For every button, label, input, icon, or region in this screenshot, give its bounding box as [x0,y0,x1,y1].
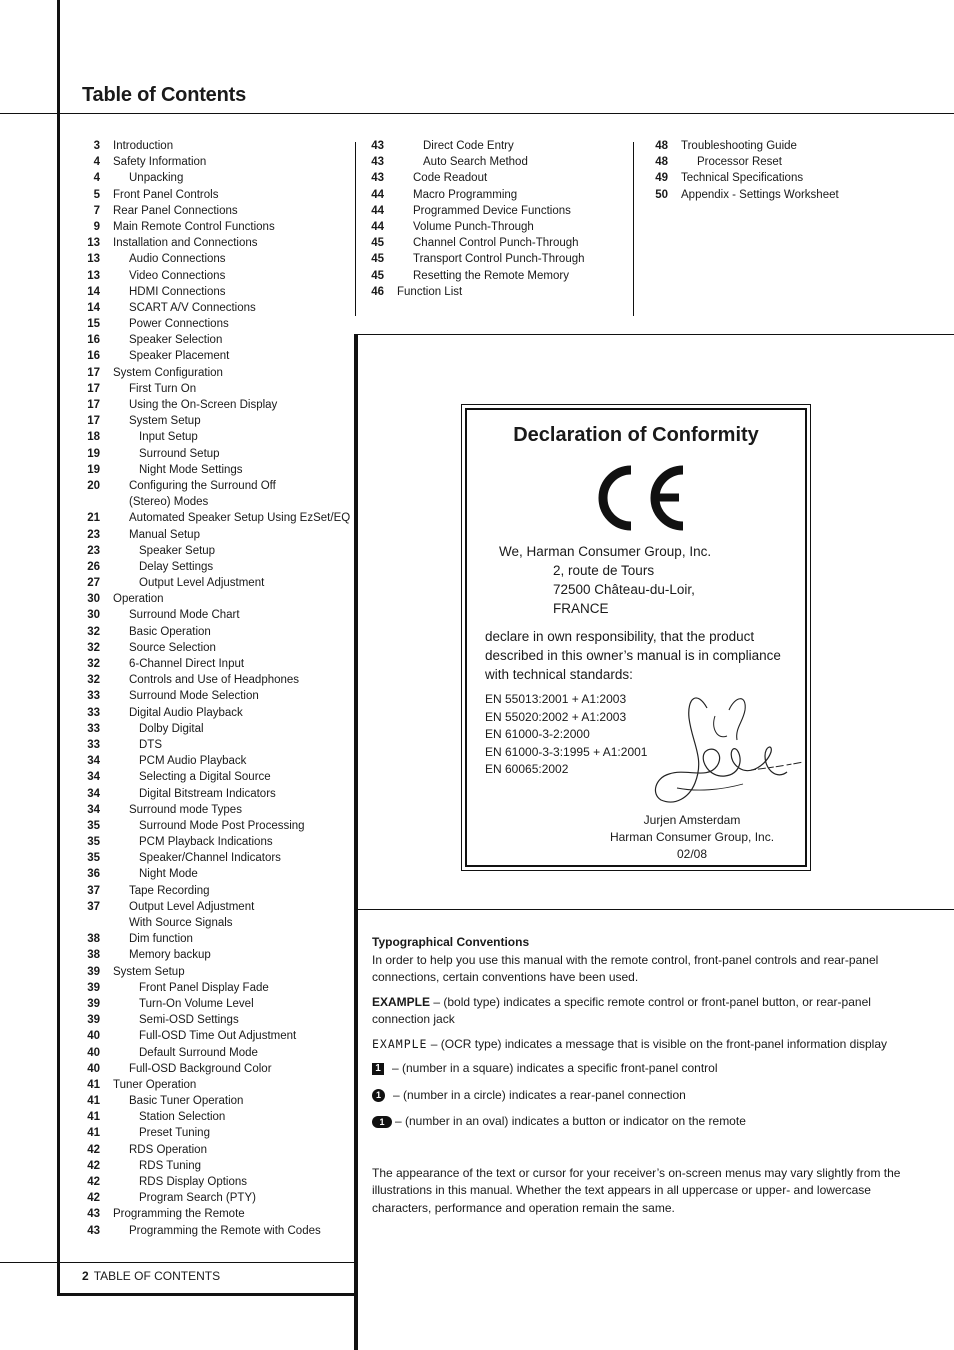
toc-entry [82,429,352,445]
toc-entry [82,462,352,478]
signer-date: 02/08 [676,847,708,861]
toc-page-number: 23 [87,528,100,541]
toc-entry-label: Troubleshooting Guide [681,140,797,152]
toc-entry [82,591,352,607]
toc-entry [366,219,631,235]
toc-entry-label: Auto Search Method [423,156,528,169]
toc-entry [82,446,352,462]
toc-entry-label: 6-Channel Direct Input [129,658,245,670]
toc-page-number: 34 [87,755,100,768]
toc-page-number: 35 [87,836,100,849]
column-divider [355,142,356,316]
address-line: FRANCE [553,601,609,616]
toc-entry-label: Volume Punch-Through [413,220,534,233]
toc-entry [82,1125,352,1141]
toc-entry [650,138,950,154]
toc-entry [650,187,950,203]
toc-entry-label: Program Search (PTY) [139,1192,256,1205]
toc-entry [82,947,352,963]
toc-entry-label: Video Connections [129,269,226,282]
toc-entry-label: Full-OSD Background Color [129,1062,272,1075]
toc-page-number: 14 [87,285,100,298]
toc-page-number: 27 [87,577,100,590]
toc-entry-label: Rear Panel Connections [113,204,238,217]
toc-entry [82,672,352,688]
toc-entry [82,721,352,737]
toc-entry-label: Programmed Device Functions [413,204,571,217]
toc-page-number: 34 [87,803,100,816]
toc-entry [366,203,631,219]
toc-entry-label: Processor Reset [697,156,783,169]
toc-entry-label: Source Selection [129,641,216,654]
address-line: 2, route de Tours [553,563,655,578]
toc-entry [82,413,352,429]
toc-page-number: 41 [87,1127,100,1140]
toc-entry [82,348,352,364]
declaration-title: Declaration of Conformity [513,424,759,446]
toc-column-2 [366,138,631,300]
toc-entry [82,786,352,802]
toc-page-number: 13 [87,253,100,266]
ce-mark-icon [591,464,687,532]
toc-page-number: 33 [87,690,100,703]
toc-page-number: 41 [87,1111,100,1124]
toc-entry-label: Controls and Use of Headphones [129,674,300,687]
toc-page-number: 45 [371,269,384,282]
toc-page-number: 17 [87,366,100,379]
toc-entry-label: Programming the Remote [113,1208,245,1221]
toc-page-number: 37 [87,884,100,897]
toc-entry [82,737,352,753]
standard-line: EN 55020:2002 + A1:2003 [485,709,627,724]
column-divider [633,142,634,316]
toc-page-number: 40 [87,1046,100,1059]
conventions-closing: The appearance of the text or cursor for your receiver’s on-screen menus may vary slightly from the illustrations in this manual. Whether the text appears in all uppercase or upper- and lowercase characters, performance and operation remain the same. [372,1165,901,1215]
toc-column-1 [82,138,352,1239]
toc-page-number: 50 [655,188,668,201]
toc-entry [82,1223,352,1239]
standard-line: EN 55013:2001 + A1:2003 [485,692,627,706]
toc-entry-label: Full-OSD Time Out Adjustment [139,1030,297,1043]
toc-page-number: 38 [87,949,100,962]
toc-entry-label: Main Remote Control Functions [113,220,275,233]
toc-page-number: 39 [87,1014,100,1027]
toc-entry-label: Speaker/Channel Indicators [139,852,281,865]
toc-entry-label: Programming the Remote with Codes [129,1224,321,1237]
declaration-inner-border [465,408,807,867]
toc-entry [82,1012,352,1028]
toc-entry-label: Transport Control Punch-Through [413,253,585,266]
signer-company: Harman Consumer Group, Inc. [609,830,775,844]
oval-symbol-line [372,1113,912,1131]
toc-entry-label: Digital Bitstream Indicators [139,787,276,800]
toc-entry [82,899,352,915]
toc-entry [82,802,352,818]
center-bar [354,334,358,1350]
footer-rule [0,1262,354,1263]
toc-entry [82,332,352,348]
toc-entry [82,1174,352,1190]
toc-page-number: 14 [87,301,100,314]
toc-entry [82,656,352,672]
toc-entry-label: Speaker Setup [139,544,216,557]
toc-entry-label: Selecting a Digital Source [139,771,271,784]
toc-entry-label: RDS Operation [129,1143,207,1156]
oval-symbol-desc: – (number in an oval) indicates a button or indicator on the remote [395,1114,746,1128]
toc-entry-label: Appendix - Settings Worksheet [681,188,839,201]
toc-entry [82,607,352,623]
toc-entry-label: Power Connections [129,318,229,331]
toc-page-number: 35 [87,852,100,865]
toc-entry-label: First Turn On [129,382,197,395]
toc-page-number: 38 [87,933,100,946]
toc-entry [82,688,352,704]
toc-entry-label: PCM Audio Playback [139,755,247,768]
page-footer [82,1269,220,1283]
toc-entry-label: RDS Tuning [139,1159,202,1172]
toc-entry [82,769,352,785]
toc-entry [366,284,631,300]
toc-page-number: 33 [87,706,100,719]
toc-entry [82,980,352,996]
toc-entry-label: Code Readout [413,172,488,185]
toc-page-number: 42 [87,1176,100,1188]
toc-page-number: 21 [87,512,100,525]
toc-page-number: 7 [93,204,100,217]
toc-entry [82,818,352,834]
toc-entry-label: Delay Settings [139,560,214,573]
toc-page-number: 43 [371,156,384,169]
toc-entry-label: Station Selection [139,1111,226,1124]
bold-example-word: EXAMPLE [372,994,431,1009]
toc-page-number: 32 [87,641,100,654]
toc-entry-label: HDMI Connections [129,285,226,298]
toc-page-number: 15 [87,318,100,331]
toc-entry [82,866,352,882]
toc-entry [82,1061,352,1077]
toc-page-number: 42 [87,1192,100,1205]
toc-entry-label: (Stereo) Modes [129,496,209,509]
toc-page-number: 19 [87,463,100,476]
toc-entry [82,883,352,899]
toc-entry-label: DTS [139,738,162,751]
toc-entry [82,834,352,850]
toc-entry [82,753,352,769]
toc-entry-label: Semi-OSD Settings [139,1014,239,1027]
toc-entry-label: Dolby Digital [139,722,204,735]
bold-example-desc: – (bold type) indicates a specific remote control or front-panel button, or rear-panel connection jack [372,994,871,1026]
declaration-bottom-rule [357,909,954,910]
toc-page-number: 32 [87,658,100,670]
toc-page-number: 34 [87,771,100,784]
toc-page-number: 17 [87,382,100,395]
toc-entry [82,1093,352,1109]
square-symbol-line [372,1060,912,1078]
toc-entry-label: System Setup [113,965,185,978]
typographical-conventions [372,934,912,1217]
toc-page-number: 18 [87,431,100,444]
toc-entry-label: Basic Operation [129,625,211,638]
toc-entry [366,138,631,154]
toc-entry [82,1045,352,1061]
toc-entry [82,203,352,219]
toc-entry-label: Preset Tuning [139,1127,210,1140]
toc-page-number: 39 [87,981,100,994]
toc-page-number: 48 [655,156,668,169]
address-line: 72500 Château-du-Loir, [553,582,695,597]
toc-page-number: 33 [87,738,100,751]
ocr-example-line [372,1036,912,1054]
bold-example-line [372,994,912,1029]
toc-entry [82,235,352,251]
toc-entry [82,219,352,235]
toc-entry-label: Macro Programming [413,188,518,201]
declaration-box [461,404,811,871]
toc-page-number: 16 [87,334,100,347]
page-title: Table of Contents [82,84,247,106]
toc-page-number: 43 [87,1224,100,1237]
toc-entry-label: Installation and Connections [113,237,258,250]
toc-page-number: 35 [87,819,100,832]
circle-number-icon: 1 [372,1089,385,1102]
toc-entry [366,268,631,284]
toc-page-number: 48 [655,140,668,152]
toc-entry [82,1077,352,1093]
toc-page-number: 13 [87,237,100,250]
toc-entry-label: Manual Setup [129,528,200,541]
toc-entry [366,251,631,267]
toc-page-number: 37 [87,900,100,913]
toc-page-number: 9 [93,220,100,233]
toc-entry-label: Turn-On Volume Level [139,997,254,1010]
toc-column-3 [650,138,950,203]
toc-entry [82,494,352,510]
toc-entry [82,138,352,154]
toc-page-number: 20 [87,479,100,492]
statement-line: declare in own responsibility, that the product [485,629,755,644]
toc-page-number: 36 [87,868,100,881]
toc-entry [366,187,631,203]
toc-page-number: 44 [371,220,384,233]
toc-entry-label: Default Surround Mode [139,1046,258,1059]
toc-page-number: 39 [87,965,100,978]
toc-entry [82,1158,352,1174]
section-title: Typographical Conventions [372,935,530,949]
toc-page-number: 17 [87,399,100,411]
circle-symbol-line [372,1087,912,1105]
toc-entry [82,268,352,284]
toc-entry [82,1190,352,1206]
toc-entry-label: Tuner Operation [113,1078,197,1091]
standard-line: EN 61000-3-3:1995 + A1:2001 [485,744,648,759]
toc-entry-label: Surround Mode Selection [129,690,259,703]
toc-entry [82,527,352,543]
toc-entry [82,850,352,866]
toc-page-number: 16 [87,350,100,363]
toc-entry-label: System Setup [129,415,201,428]
toc-entry-label: Output Level Adjustment [129,900,255,913]
toc-entry [82,559,352,575]
toc-entry [82,478,352,494]
toc-entry [82,915,352,931]
toc-entry-label: Channel Control Punch-Through [413,237,579,250]
toc-entry [82,1028,352,1044]
square-number-icon: 1 [372,1063,384,1075]
toc-entry [82,397,352,413]
toc-entry [82,381,352,397]
toc-page-number: 43 [87,1208,100,1221]
toc-entry [82,510,352,526]
toc-entry-label: Surround Mode Chart [129,609,240,622]
toc-page-number: 4 [93,156,100,169]
toc-entry [366,170,631,186]
toc-entry-label: Configuring the Surround Off [129,479,276,492]
signer-name: Jurjen Amsterdam [643,813,741,827]
toc-entry-label: Resetting the Remote Memory [413,269,569,282]
toc-entry [82,931,352,947]
toc-page-number: 42 [87,1143,100,1156]
toc-page-number: 40 [87,1062,100,1075]
signature-icon [647,688,807,813]
toc-entry [82,624,352,640]
toc-entry-label: Surround Mode Post Processing [139,819,305,832]
toc-entry-label: SCART A/V Connections [129,301,256,314]
toc-entry-label: Speaker Placement [129,350,230,363]
toc-entry-label: Using the On-Screen Display [129,399,278,411]
declaration-top-rule [357,334,954,335]
toc-entry-label: Front Panel Display Fade [139,981,269,994]
toc-entry [82,170,352,186]
toc-entry-label: Operation [113,593,164,606]
standard-line: EN 60065:2002 [485,762,569,776]
ocr-example-desc: – (OCR type) indicates a message that is visible on the front-panel information display [427,1036,888,1051]
toc-page-number: 3 [93,140,100,152]
toc-entry [82,284,352,300]
toc-entry-label: Input Setup [139,431,198,444]
toc-entry-label: RDS Display Options [139,1176,248,1188]
toc-page-number: 46 [371,285,384,298]
toc-entry [366,235,631,251]
toc-entry-label: PCM Playback Indications [139,836,273,849]
toc-entry [82,640,352,656]
toc-entry-label: Tape Recording [129,884,210,897]
toc-entry-label: Unpacking [129,172,184,185]
toc-page-number: 44 [371,204,384,217]
circle-symbol-desc: – (number in a circle) indicates a rear-panel connection [393,1087,686,1102]
toc-page-number: 40 [87,1030,100,1043]
toc-entry [82,316,352,332]
toc-entry [366,154,631,170]
toc-entry-label: Surround Setup [139,447,220,460]
toc-entry-label: Audio Connections [129,253,226,266]
toc-page-number: 45 [371,253,384,266]
toc-entry [82,575,352,591]
title-rule [0,113,954,114]
toc-entry-label: System Configuration [113,366,223,379]
toc-entry [82,543,352,559]
toc-entry-label: Night Mode Settings [139,463,243,476]
toc-page-number: 34 [87,787,100,800]
toc-entry-label: Basic Tuner Operation [129,1095,244,1108]
toc-entry [82,1142,352,1158]
toc-entry [82,365,352,381]
toc-page-number: 41 [87,1078,100,1091]
statement-line: described in this owner’s manual is in compliance [485,648,781,663]
statement-line: with technical standards: [485,667,633,682]
toc-entry-label: Night Mode [139,868,198,881]
toc-entry-label: Output Level Adjustment [139,577,265,590]
toc-page-number: 41 [87,1095,100,1108]
toc-entry-label: Automated Speaker Setup Using EzSet/EQ [129,512,351,525]
toc-entry-label: Safety Information [113,156,207,169]
toc-entry-label: With Source Signals [129,917,233,929]
left-margin-bar [57,0,60,1296]
toc-page-number: 45 [371,237,384,250]
toc-page-number: 32 [87,625,100,638]
toc-entry [650,170,950,186]
toc-entry [82,1206,352,1222]
toc-page-number: 44 [371,188,384,201]
toc-entry [650,154,950,170]
footer-bottom-bar [57,1293,355,1296]
toc-page-number: 42 [87,1159,100,1172]
footer-label: TABLE OF CONTENTS [93,1269,221,1283]
toc-entry-label: Memory backup [129,949,211,962]
toc-entry-label: Introduction [113,140,174,152]
toc-page-number: 23 [87,544,100,557]
toc-page-number: 30 [87,609,100,622]
toc-page-number: 49 [655,172,668,185]
toc-page-number: 32 [87,674,100,687]
toc-page-number: 33 [87,722,100,735]
address-line: We, Harman Consumer Group, Inc. [499,544,712,559]
toc-entry-label: Direct Code Entry [423,140,514,152]
toc-entry [82,187,352,203]
toc-entry-label: Dim function [129,933,193,946]
square-symbol-desc: – (number in a square) indicates a specific front-panel control [392,1061,718,1075]
toc-page-number: 4 [93,172,100,185]
toc-page-number: 43 [371,172,384,185]
standard-line: EN 61000-3-2:2000 [485,727,590,741]
toc-entry [82,1109,352,1125]
toc-page-number: 13 [87,269,100,282]
toc-page-number: 17 [87,415,100,428]
conventions-intro: In order to help you use this manual with the remote control, front-panel controls and rear-panel connections, certain conventions have been used. [372,952,879,984]
toc-entry-label: Digital Audio Playback [129,706,243,719]
toc-page-number: 26 [87,560,100,573]
toc-entry-label: Function List [397,285,463,298]
toc-page-number: 39 [87,997,100,1010]
toc-entry [82,964,352,980]
toc-page-number: 19 [87,447,100,460]
toc-page-number: 30 [87,593,100,606]
toc-entry [82,996,352,1012]
oval-number-icon: 1 [372,1116,392,1128]
toc-entry [82,251,352,267]
footer-page-number: 2 [82,1269,89,1283]
toc-entry [82,300,352,316]
toc-entry [82,154,352,170]
toc-entry-label: Front Panel Controls [113,188,219,201]
toc-entry-label: Technical Specifications [681,172,804,185]
toc-page-number: 5 [93,188,100,201]
ocr-example-word: EXAMPLE [372,1036,428,1051]
toc-entry [82,705,352,721]
toc-page-number: 43 [371,140,384,152]
toc-entry-label: Speaker Selection [129,334,223,347]
toc-entry-label: Surround mode Types [129,803,242,816]
